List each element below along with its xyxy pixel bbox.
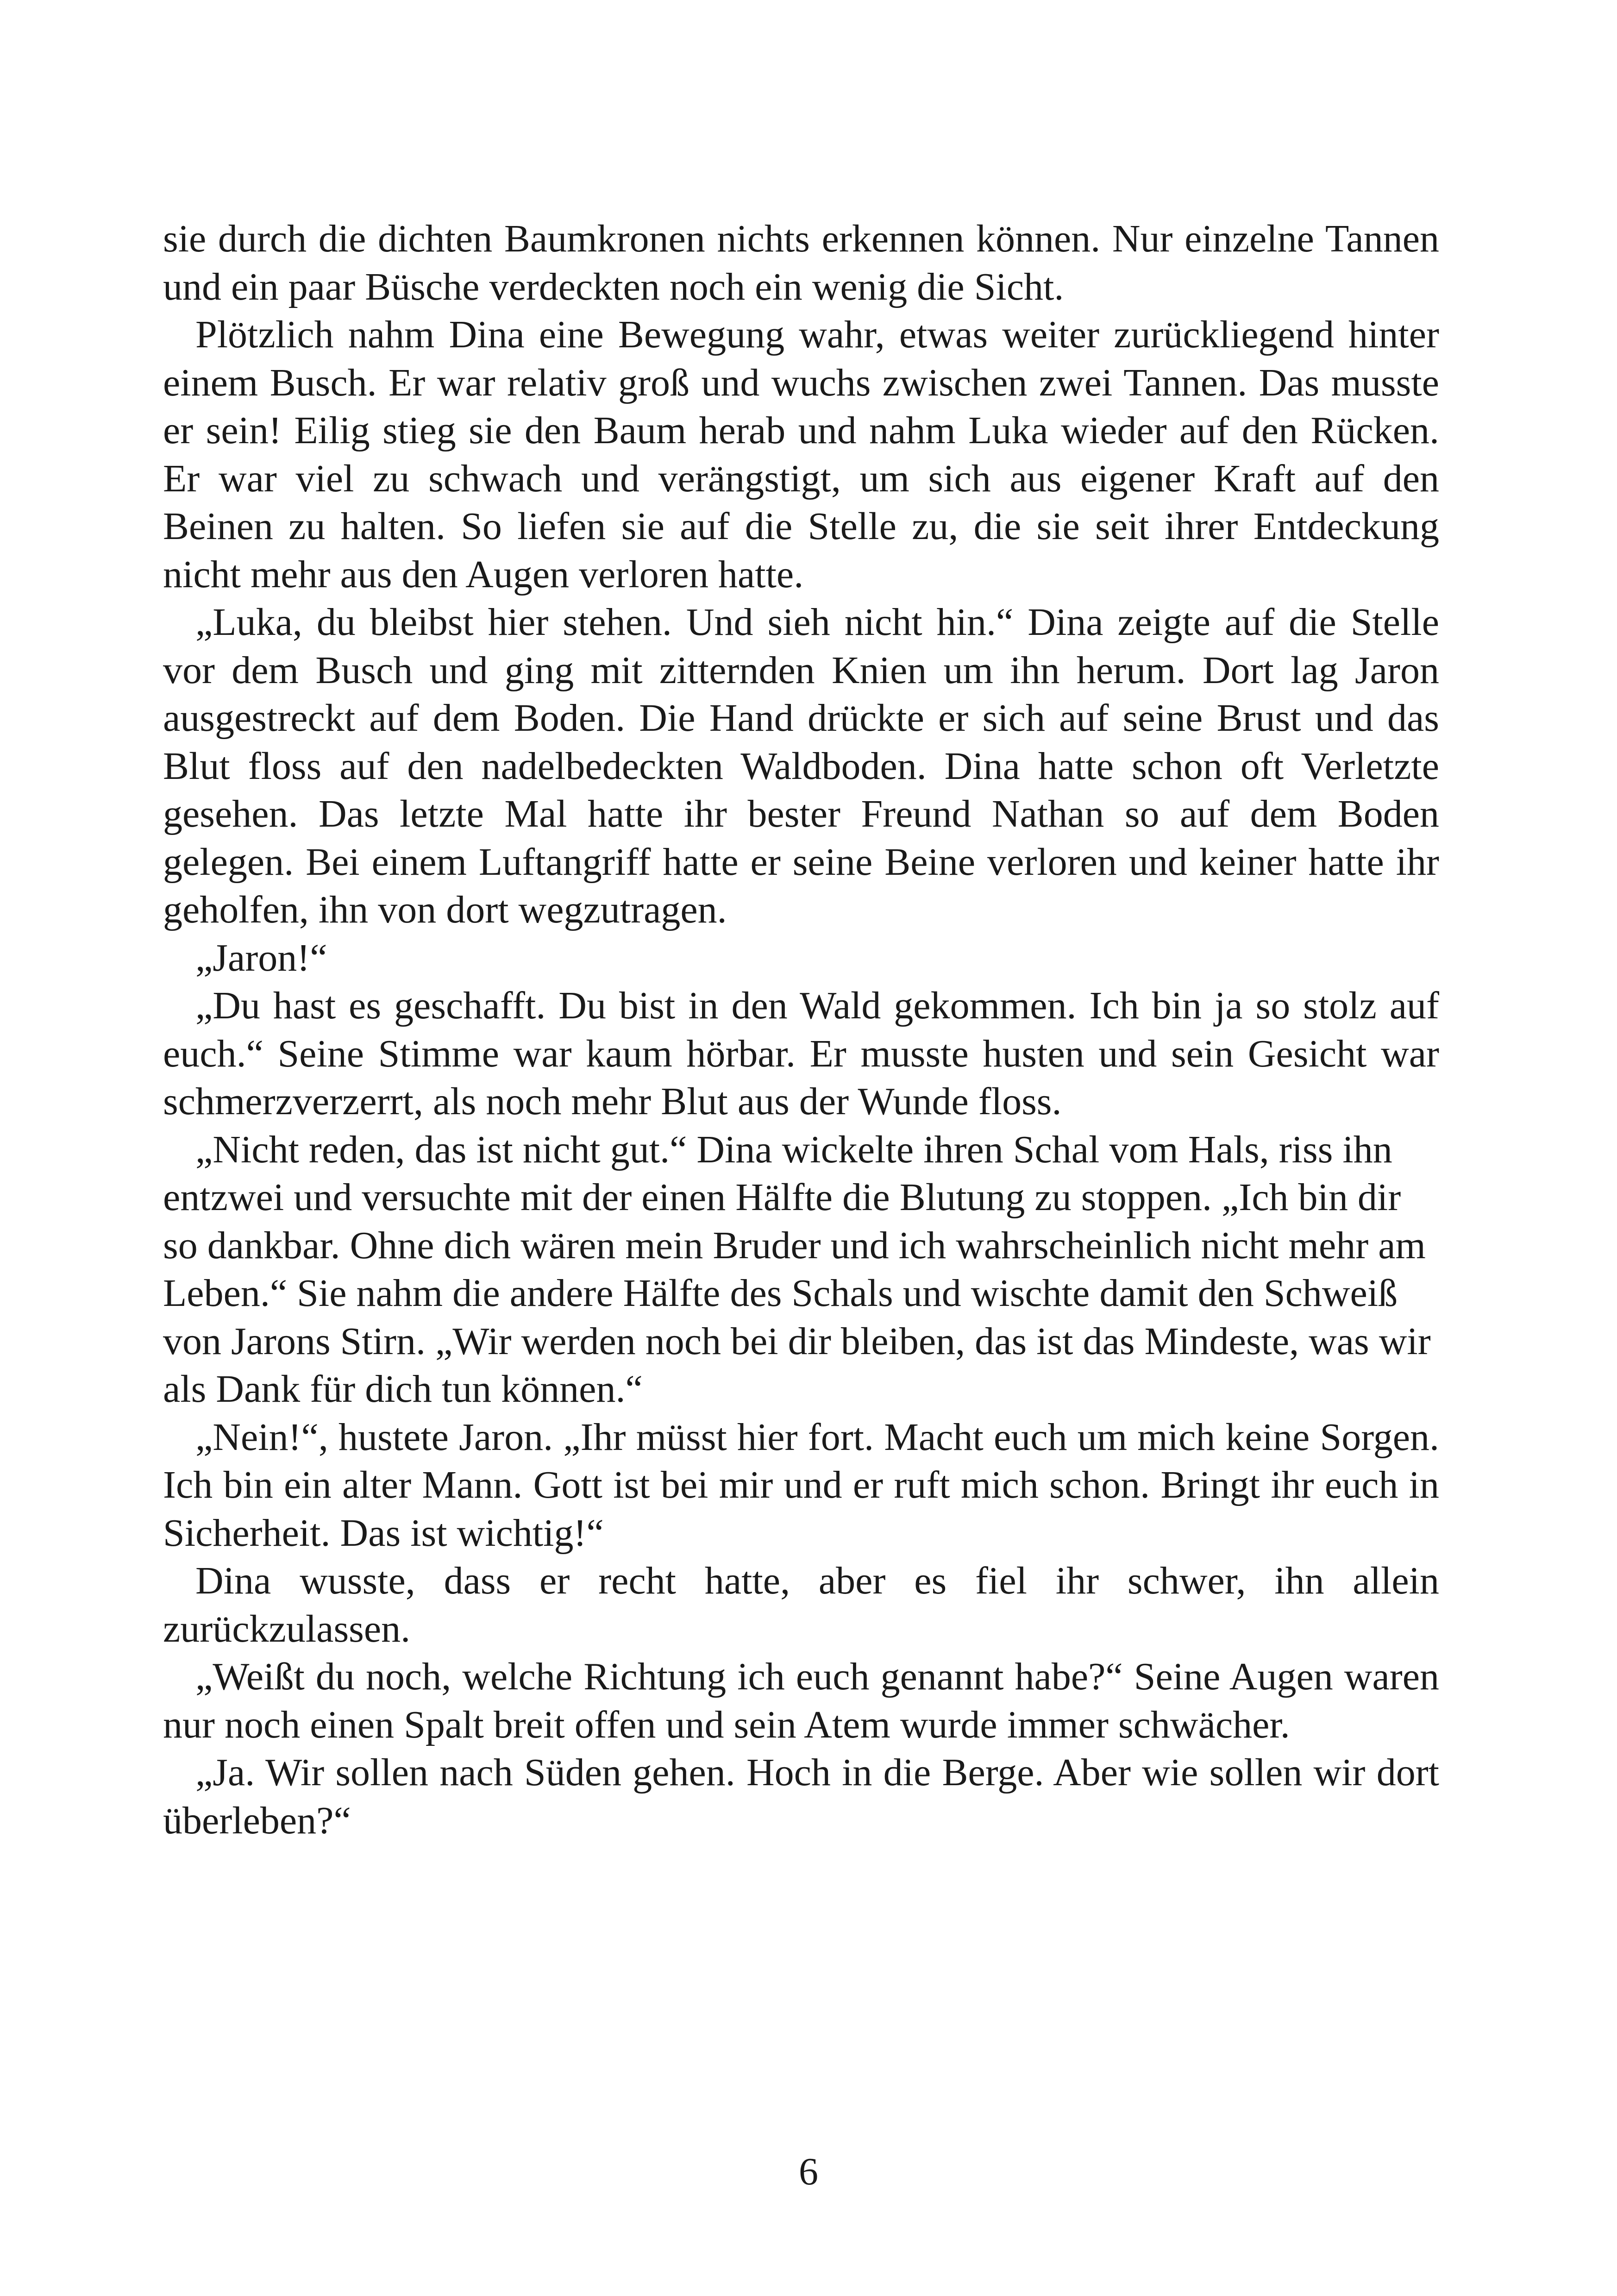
paragraph: „Ja. Wir sollen nach Süden gehen. Hoch in die Berge. Aber wie sollen wir dort überleben?“ [163,1751,1439,1842]
paragraph: „Luka, du bleibst hier stehen. Und sieh nicht hin.“ Dina zeigte auf die Stelle vor dem Busch und ging mit zitternden Knien um ihn herum. Dort lag Jaron ausgestreckt auf dem Boden. Die Hand drückte er sich auf seine Brust und das Blut floss auf den nadelbedeckten Waldboden. Dina hatte schon oft Verletzte gesehen. Das letzte Mal hatte ihr bester Freund Nathan so auf dem Boden gelegen. Bei einem Luftangriff hatte er seine Beine verloren und keiner hatte ihr geholfen, ihn von dort wegzutragen. [163,601,1439,931]
body-text [163,215,1439,1844]
paragraph: „Jaron!“ [195,936,327,979]
paragraph: sie durch die dichten Baumkronen nichts erkennen können. Nur einzelne Tannen und ein paar Büsche verdeckten noch ein wenig die Sicht. [163,217,1439,308]
paragraph: „Nicht reden, das ist nicht gut.“ Dina wickelte ihren Schal vom Hals, riss ihn entzwei und versuchte mit der einen Hälfte die Blutung zu stoppen. „Ich bin dir so dankbar. Ohne dich wären mein Bruder und ich wahrscheinlich nicht mehr am Leben.“ Sie nahm die andere Hälfte des Schals und wischte damit den Schweiß von Jarons Stirn. „Wir werden noch bei dir bleiben, das ist das Mindeste, was wir als Dank für dich tun können.“ [163,1128,1431,1411]
paragraph: „Weißt du noch, welche Richtung ich euch genannt habe?“ Seine Augen waren nur noch einen Spalt breit offen und sein Atem wurde immer schwächer. [163,1655,1439,1746]
page-number: 6 [799,2150,818,2193]
paragraph: „Du hast es geschafft. Du bist in den Wald gekommen. Ich bin ja so stolz auf euch.“ Seine Stimme war kaum hörbar. Er musste husten und sein Gesicht war schmerzverzerrt, als noch mehr Blut aus der Wunde floss. [163,984,1439,1123]
paragraph: „Nein!“, hustete Jaron. „Ihr müsst hier fort. Macht euch um mich keine Sorgen. Ich bin ein alter Mann. Gott ist bei mir und er ruft mich schon. Bringt ihr euch in Sicherheit. Das ist wichtig!“ [163,1415,1439,1555]
paragraph: Dina wusste, dass er recht hatte, aber es fiel ihr schwer, ihn allein zurückzulassen. [163,1559,1439,1650]
paragraph: Plötzlich nahm Dina eine Bewegung wahr, etwas weiter zurückliegend hinter einem Busch. Er war relativ groß und wuchs zwischen zwei Tannen. Das musste er sein! Eilig stieg sie den Baum herab und nahm Luka wieder auf den Rücken. Er war viel zu schwach und verängstigt, um sich aus eigener Kraft auf den Beinen zu halten. So liefen sie auf die Stelle zu, die sie seit ihrer Entdeckung nicht mehr aus den Augen verloren hatte. [163,313,1439,596]
